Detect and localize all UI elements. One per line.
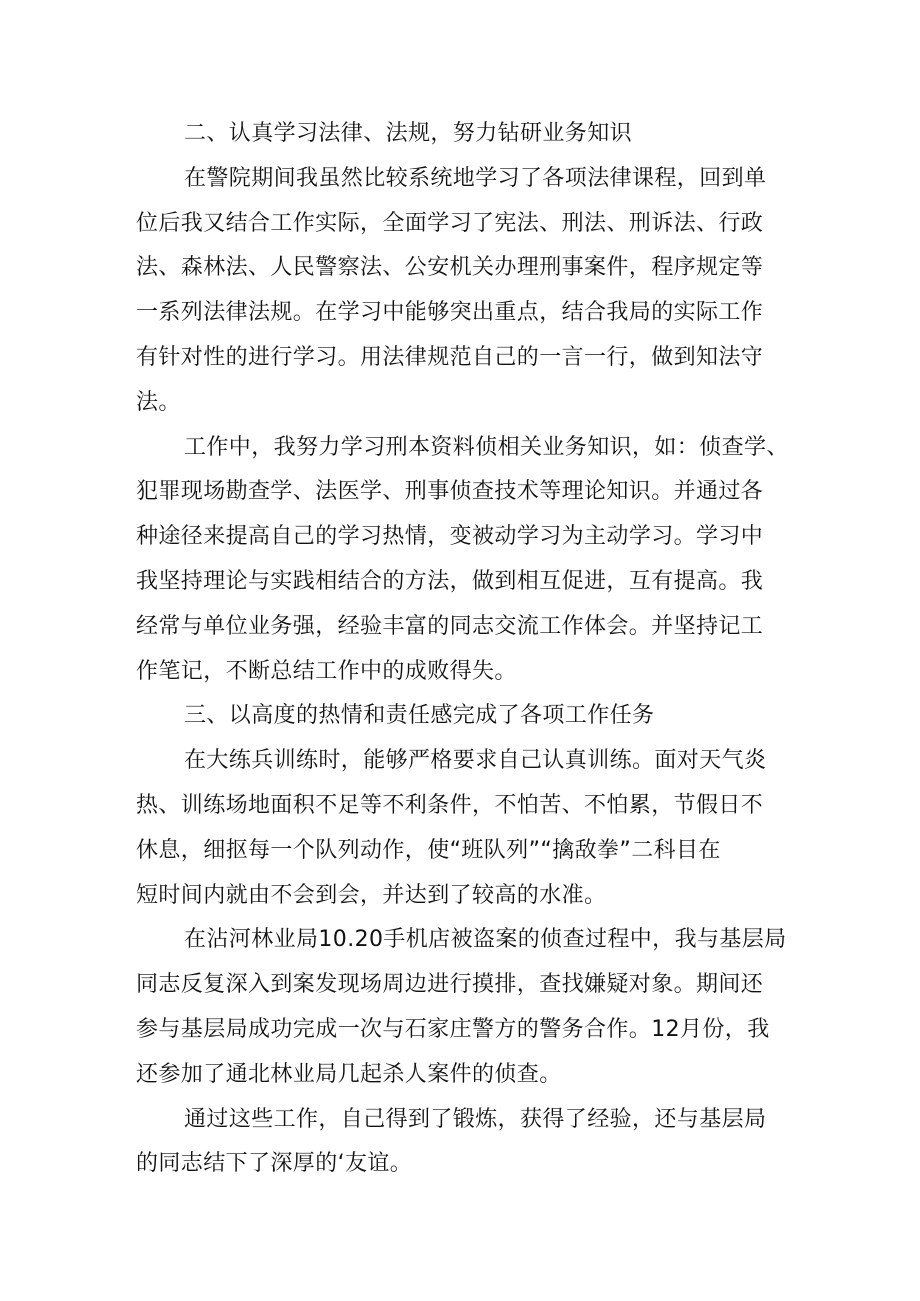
text-line: 三、以高度的热情和责任感完成了各项工作任务: [184, 703, 655, 729]
text-line: 同志反复深入到案发现场周边进行摸排，查找嫌疑对象。期间还: [136, 972, 764, 998]
text-line: 工作中，我努力学习刑本资料侦相关业务知识，如：侦查学、: [184, 434, 789, 460]
text-line: 在沾河林业局10.20手机店被盗案的侦查过程中，我与基层局: [184, 927, 787, 953]
document-body: [136, 112, 789, 1187]
text-line: 在警院期间我虽然比较系统地学习了各项法律课程，回到单: [184, 165, 767, 191]
text-line: 作笔记，不断总结工作中的成败得失。: [136, 658, 517, 684]
text-line: 休息，细抠每一个队列动作，使“班队列”“擒敌拳”二科目在: [136, 837, 721, 863]
text-line: 二、认真学习法律、法规，努力钻研业务知识: [184, 121, 633, 146]
text-line: 我坚持理论与实践相结合的方法，做到相互促进，互有提高。我: [136, 568, 764, 594]
text-line: 种途径来提高自己的学习热情，变被动学习为主动学习。学习中: [136, 524, 764, 550]
text-line: 法、森林法、人民警察法、公安机关办理刑事案件，程序规定等: [136, 255, 764, 281]
text-line: 短时间内就由不会到会，并达到了较高的水准。: [136, 882, 607, 908]
text-line: 还参加了通北林业局几起杀人案件的侦查。: [136, 1061, 562, 1087]
text-line: 在大练兵训练时，能够严格要求自己认真训练。面对天气炎: [184, 748, 767, 774]
text-line: 参与基层局成功完成一次与石家庄警方的警务合作。12月份，我: [136, 1016, 770, 1042]
text-line: 通过这些工作，自己得到了锻炼，获得了经验，还与基层局: [184, 1106, 767, 1132]
text-line: 经常与单位业务强，经验丰富的同志交流工作体会。并坚持记工: [136, 613, 764, 639]
text-line: 的同志结下了深厚的‘友谊。: [136, 1151, 413, 1177]
text-line: 法。: [136, 389, 181, 415]
text-line: 有针对性的进行学习。用法律规范自己的一言一行，做到知法守: [136, 344, 764, 370]
text-line: 一系列法律法规。在学习中能够突出重点，结合我局的实际工作: [136, 300, 764, 326]
text-line: 犯罪现场勘查学、法医学、刑事侦查技术等理论知识。并通过各: [136, 479, 764, 505]
text-line: 热、训练场地面积不足等不利条件，不怕苦、不怕累，节假日不: [136, 792, 764, 818]
text-line: 位后我又结合工作实际，全面学习了宪法、刑法、刑诉法、行政: [136, 210, 764, 236]
